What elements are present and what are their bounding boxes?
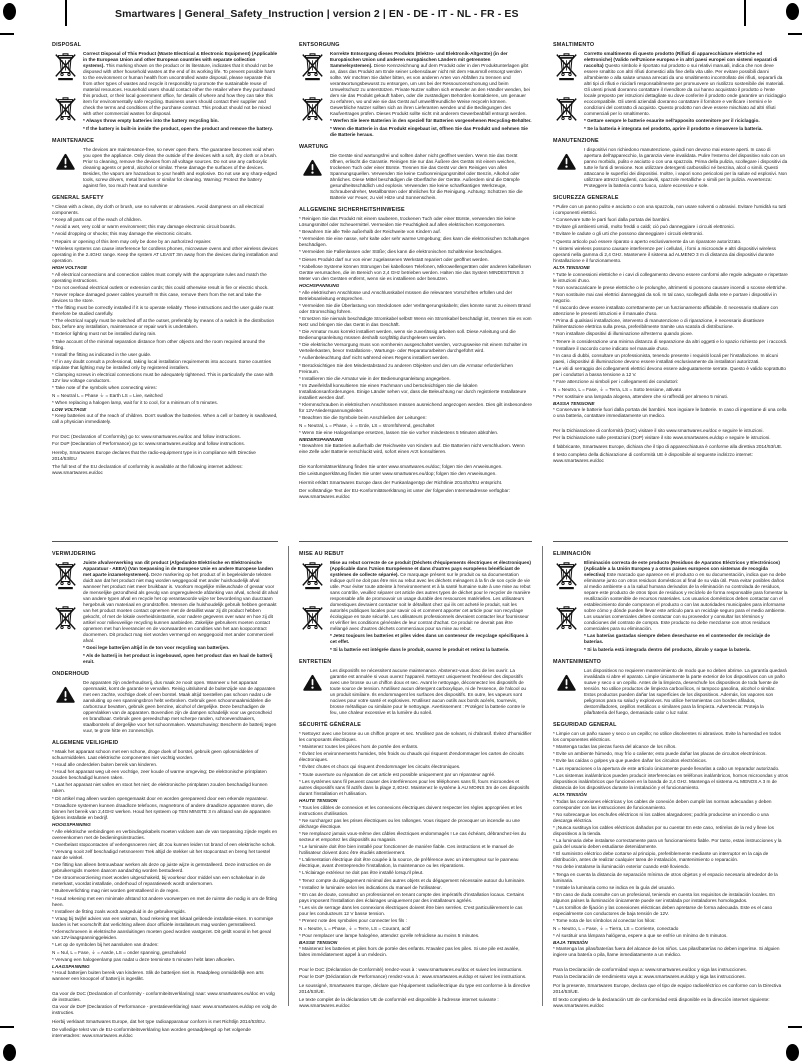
high-voltage-item-nl-12: * Vervang een halogeenlamp pas nadat u deze tenminste 5 minuten hebt laten afkoelen. bbox=[52, 956, 236, 962]
footer-line-fr-1: Pour le DoP (Déclaration de Performance) rendez-vous à : www.smartwares.eu/dop et suivez les instructions. bbox=[299, 974, 527, 980]
disposal-body-it: Questo simbolo è riportato sul prodotto o sui relativi manuali, indica che non deve essere smaltito con altri rifiuti domestici alla fine della vita utile. Per evitare possibili danni all'ambiente o alla salute umana arrecati da uno smaltimento incontrollato dei rifiuti, separarli da altri tipi di rifiuti e riciclarli responsabilmente per promuovere un riutilizzo sostenibile dei materiali. Gli utenti privati dovranno contattare il rivenditore da cui hanno acquistato il prodotto o l'ente locale preposto per istruzioni dettagliate su dove conferire il prodotto onde garantire un riciclaggio ecocompatibile. Gli utenti aziendali dovranno contattare il fornitore e verificare i termini e le condizioni del contratto di acquisto. Questo prodotto non deve essere mischiato ad altri rifiuti commerciali per lo smaltimento. bbox=[584, 62, 786, 116]
high-voltage-item-es-6: * Tenga en cuenta la distancia de separación mínima de otros objetos y el espacio necesario alrededor de la luminaria. bbox=[553, 871, 778, 883]
maintenance-block-it bbox=[553, 147, 788, 191]
disposal-heading-fr: MISE AU REBUT bbox=[299, 551, 344, 557]
high-voltage-item-it-6: * Tenere in considerazione una minima distanza di separazione da altri oggetti e lo spazio richiesto per i raccordi. bbox=[553, 338, 788, 344]
warning-triangle-icon bbox=[303, 674, 322, 692]
high-voltage-item-es-4: * El suministro eléctrico debe cortarse al principio, preferiblemente mediante un interruptor en la caja de distribución, antes de realizar cualquier tarea de instalación, mantenimiento o reparación. bbox=[553, 851, 769, 863]
high-voltage-item-fr-10: * Prenez note des symboles pour connecter les fils : bbox=[299, 918, 407, 924]
disposal-bullet-de-1: * Wenn die Batterie in das Produkt eingebaut ist, öffnen Sie das Produkt und nehmen Sie die Batterie heraus. bbox=[330, 125, 528, 137]
disposal-icons-fr bbox=[299, 560, 325, 655]
disposal-text-de bbox=[330, 51, 532, 140]
safety-item-de-5: * Kabellose Systeme können Störungen bei kabellosen Telefonen, Mikrowellengeräten oder anderen kabellosen Geräte verursachen, die im Bereich von 2,4 GHz betrieben werden. Halten Sie das System MINDESTENS 3 Meter von den Geräten entfernt, wenn sie es installieren oder benutzen. bbox=[299, 263, 531, 281]
maintenance-text-de bbox=[330, 153, 532, 203]
registration-mark-bottom-right bbox=[786, 1044, 799, 1061]
maintenance-block-de bbox=[299, 153, 532, 203]
high-voltage-item-nl-10: * Let op de symbolen bij het aansluiten van draden: bbox=[52, 942, 159, 948]
safety-item-en-2: * Avoid a wet, very cold or warm environment; this may damage electronic circuit boards. bbox=[52, 224, 236, 230]
footer-line-es-1: Para la Declaración de rendimiento vaya a: www.smartwares.eu/dop y siga las instrucciones. bbox=[553, 974, 746, 980]
footer-line-es-2: Por la presente, Smartwares Europe, declara que el tipo de equipo radioeléctrico es conforme con la Directiva 2014/53/UE. bbox=[553, 983, 782, 995]
high-voltage-item-en-5: * Exterior lighting must not be installed during rain. bbox=[52, 331, 157, 337]
high-voltage-item-nl-4: * De stroomvoorziening moet worden uitgeschakeld, bij voorkeur door middel van een schakelaar in de meterkast, voordat installatie, onderhoud of reparatiewerk wordt ondernomen. bbox=[52, 875, 266, 887]
maintenance-paragraph-nl: De apparaten zijn onderhoudsvrij, dus maak ze nooit open. Wanneer u het apparaat openmaakt, komt de garantie te vervallen. Reinig uitsluitend de buitenzijde van de apparaten met een zachte, vochtige doek of een borstel. Maak altijd toestellen pas schoon nadat u de aansluiting op een spanningsbron hebt verbroken. Gebruik geen schoonmaakmiddelen die carbonzuur bevatten, gebruik geen benzine, alcohol of dergelijke. Deze beschadigen de oppervlakken van de apparaten. Bovendien zijn de dampen schadelijk voor uw gezondheid en brandbaar. Gebruik geen gereedschap met scherpe randen, schroevendraaiers, staalborstels of dergelijke voor het schoonmaken. Waarschuwing: Bescherm de batterij tegen vuur, te grote hitte en zonneschijn. bbox=[83, 679, 277, 733]
maintenance-icon-fr bbox=[299, 668, 325, 718]
disposal-bullet-nl-1: * Als de batterij in het product is ingebouwd, open het product dan en haal de batterij eruit. bbox=[83, 652, 273, 664]
high-voltage-item-fr-6: * Tenez compte du dégagement minimal des autres objets et du dégagement nécessaire autour du luminaire. bbox=[299, 877, 526, 883]
disposal-block-de bbox=[299, 51, 532, 140]
disposal-icons-de bbox=[299, 51, 325, 140]
high-voltage-item-nl-11: N = Nul, L = Fase, ⏚ = Aarde, LS = onder spanning, geschakeld bbox=[52, 949, 186, 955]
disposal-bullet-fr-0: * Jetez toujours les batteries et piles vides dans un conteneur de recyclage spécifiques à cet effet. bbox=[330, 633, 529, 645]
high-voltage-item-nl-6: * Houd rekening met een minimale afstand tot andere voorwerpen en met de ruimte die nodig is om de fitting heen. bbox=[52, 895, 278, 907]
high-voltage-item-en-6: * Take account of the minimal separation distance from other objects and the room required around the fitting. bbox=[52, 338, 266, 350]
disposal-bullet-en-0: * Always throw empty batteries into the battery recycling bin. bbox=[83, 118, 219, 124]
maintenance-heading-fr: ENTRETIEN bbox=[299, 659, 332, 666]
high-voltage-item-nl-9: * Klemschroeven in elektrische aansluitingen moeten goed worden vastgezet. Dit geldt vooral in het geval van 12V-laagspanninggeleiden. bbox=[52, 929, 271, 941]
high-voltage-item-fr-0: * Tous les câbles de connexion et les connexions électriques doivent respecter les règles appropriées et les instructions d'utilisation. bbox=[299, 804, 522, 816]
maintenance-block-fr bbox=[299, 668, 532, 718]
language-section-nl bbox=[52, 551, 278, 1040]
warning-triangle-icon bbox=[557, 153, 576, 171]
high-voltage-item-it-9: * Le viti di serraggio dei collegamenti elettrici devono essere adeguatamente serrate. Questo è valido soprattutto per i conduttori a bassa tensione a 12 V. bbox=[553, 366, 786, 378]
maintenance-icon-nl bbox=[52, 680, 78, 736]
disposal-body-fr: Ce marquage présent sur le produit ou sa documentation indique qu'il ne doit pas être mis au rebut avec les déchets ménagers à la fin de son cycle de vie utile. Pour éviter toute atteinte à l'environnement et à la santé humaine suite à une mise au rebut sans contrôle, veuillez séparer cet article des autres types de déchet pour le recycler de manière responsable afin de promouvoir un usage durable des ressources matérielles. Les utilisateurs domestiques devraient contacter soit le détaillant chez qui ils ont acheté le produit, soit les autorités publiques locales pour savoir où et comment apporter cet article pour son recyclage écologique en toute sécurité. Les utilisateurs professionnels devraient contacter leur fournisseur et vérifier les conditions générales de leur contrat d'achat. Ce produit ne devrait pas être mélangé avec d'autres déchets commerciaux pour sa mise au rebut. bbox=[330, 571, 531, 631]
low-voltage-item-de-0: * Bewahren Sie Batterien außerhalb der Reichweite von Kindern auf. Die Batterien nicht verschlucken. Wenn eine Zelle oder Batterie verschluckt wird, sofort einen Arzt konsultieren. bbox=[299, 443, 525, 455]
safety-item-es-0: * Limpie con un paño suave y seco o un cepillo; no utilice disolventes ni abrasivos. Evite la humedad en todos los componentes eléctricos. bbox=[553, 730, 782, 742]
high-voltage-heading-en: HIGH VOLTAGE bbox=[52, 265, 87, 270]
high-voltage-item-it-1: * Non sovraccaricare le prese elettriche o le prolunghe, altrimenti si possono causare incendi o scosse elettriche. bbox=[553, 284, 787, 290]
maintenance-paragraph-es: Los dispositivos no requieren mantenimiento de modo que no deben abrirse. La garantía quedará invalidada si abre el aparato. Limpie únicamente la parte exterior de los dispositivos con un paño suave y seco o un cepillo. Antes de la limpieza, desenchufe los dispositivos de toda fuente de tensión. No utilice productos de limpieza carboxílicos, ni tampoco gasolina, alcohol o similar. Estos productos pueden dañar las superficies de los dispositivos. Además, los vapores son peligrosos para su salud y explosivos. No utilice herramientas con bordes afilados, destornilladores, cepillos metálicos o similares para la limpieza. Advertencia: Proteja la pila/batería del fuego, demasiado calor o luz solar. bbox=[584, 667, 787, 715]
footer-line-en-3: The full text of the EU declaration of conformity is available at the following internet address: www.smartwares.eu/doc bbox=[52, 463, 243, 475]
high-voltage-item-de-12: * Wenn Sie eine Halogenlampe ersetzen, lassen Sie sie vorher mindestens 5 Minuten abkühlen. bbox=[299, 429, 499, 435]
maintenance-block-en bbox=[52, 147, 278, 191]
footer-spacer-de bbox=[299, 457, 532, 461]
high-voltage-item-it-10: * Fare attenzione ai simboli per i collegamenti dei conduttori: bbox=[553, 379, 679, 385]
high-voltage-item-es-11: N = Neutro, L = Fase, ⏚ = Tierra, LS = Corriente, conectado bbox=[553, 925, 679, 931]
disposal-lead-fr: Mise au rebut correcte de ce produit (Déchets d'équipements électriques et électroniques) (Applicable dans l'Union Européenne et dans d'autres pays européens bénéficiant de systèmes de collecte séparée). bbox=[330, 559, 531, 577]
high-voltage-item-it-0: * Tutte le connessioni elettriche e i cavi di collegamento devono essere conformi alle regole adeguate e rispettare le istruzioni d'uso. bbox=[553, 271, 788, 283]
high-voltage-item-de-7: * Installieren Sie die Armatur wie in der Bedienungsanleitung angegeben. bbox=[299, 375, 451, 381]
high-voltage-item-de-8: * Im Zweifelsfall konsultieren Sie einen Fachmann und berücksichtigen Sie die lokalen Installationsanforderungen. Einige Länder sehen vor, dass die Beleuchtung nur durch registrierte Installateure installiert werden darf. bbox=[299, 383, 527, 400]
footer-line-en-1: For DoP (Declaration of Performance) go to: www.smartwares.eu/dop and follow instructions. bbox=[52, 441, 245, 447]
high-voltage-item-es-7: * Instale la luminaria como se indica en la guía del usuario. bbox=[553, 884, 676, 890]
high-voltage-heading-nl: HOOGSPANNING bbox=[52, 822, 91, 827]
high-voltage-item-en-3: * The fitting must be correctly installed if it is to operate reliably. These instructions and the user guide must therefore be studied carefully. bbox=[52, 305, 274, 317]
maintenance-text-fr bbox=[330, 668, 532, 718]
maintenance-icon-it bbox=[553, 147, 579, 191]
safety-heading-es: SEGURIDAD GENERAL bbox=[553, 722, 617, 729]
footer-line-de-0: Die Konformitätserklärung finden Sie unter www.smartwares.eu/doc; folgen Sie den Anweisungen. bbox=[299, 463, 503, 469]
high-voltage-item-de-3: * Die Armatur muss korrekt installiert werden, wenn sie zuverlässig arbeiten soll. Diese Anleitung und die Bedienungsanleitung müssen deshalb sorgfältig durchgelesen werden. bbox=[299, 329, 516, 341]
safety-item-fr-2: * Évitez les environnements humides, très froids ou chauds qui risquent d'endommager les cartes de circuits électroniques. bbox=[299, 751, 524, 763]
high-voltage-item-de-10: * Beachten Sie die Symbole beim Anschließen der Leitungen: bbox=[299, 415, 427, 421]
high-voltage-item-it-2: * Non sostituire mai cavi elettrici danneggiati da soli. In tal caso, scollegarli dalla rete e portare i dispositivi in negozio. bbox=[553, 291, 777, 303]
high-voltage-heading-fr: HAUTE TENSION bbox=[299, 798, 338, 803]
high-voltage-item-fr-9: * Les vis de serrage dans les connexions électriques doivent être bien serrées. C'est particulièrement le cas pour les conducteurs 12 V basse tension. bbox=[299, 905, 523, 917]
footer-line-fr-3: Le texte complet de la déclaration UE de conformité est disponible à l'adresse internet suivante : www.smartwares.eu/doc bbox=[299, 996, 499, 1008]
maintenance-heading-es: MANTENIMIENTO bbox=[553, 659, 602, 666]
crossed-out-wheelie-bin-with-bar-icon bbox=[556, 562, 577, 590]
maintenance-icon-en bbox=[52, 147, 78, 191]
disposal-heading-nl: VERWIJDERING bbox=[52, 551, 96, 557]
low-voltage-heading-it: BASSA TENSIONE bbox=[553, 400, 595, 406]
high-voltage-item-de-4: * Die elektrische Versorgung muss von vornherein ausgeschaltet werden, vorzugsweise mit einem Schalter im Verteilerkasten, bevor Installations-, Wartungs- oder Reparaturarbeiten durchgeführt wird. bbox=[299, 342, 528, 354]
crossed-out-wheelie-bin-icon bbox=[556, 97, 577, 125]
high-voltage-item-es-0: * Todas las conexiones eléctricas y los cables de conexión deben cumplir las normas adecuadas y deben corresponder con las instrucciones de funcionamiento. bbox=[553, 798, 772, 810]
disposal-icons-en bbox=[52, 51, 78, 134]
footer-spacer-fr bbox=[299, 960, 532, 964]
safety-item-es-3: * Evite las caídas o golpes ya que pueden dañar los circuitos electrónicos. bbox=[553, 758, 707, 764]
safety-heading-en: GENERAL SAFETY bbox=[52, 195, 104, 202]
footer-line-it-3: Il testo completo della dichiarazione di conformità UE è disponibile al seguente indirizzo internet: www.smartwares.eu/doc bbox=[553, 451, 753, 463]
high-voltage-item-es-12: * Al sustituir una lámpara halógena, espere a que se enfríe un mínimo de 5 minutos. bbox=[553, 932, 728, 938]
safety-item-fr-0: * Nettoyez avec une brosse ou un chiffon propre et sec. N'utilisez pas de solvant, ni d'abrasif. Évitez d'humidifier les composants électriques. bbox=[299, 730, 532, 742]
high-voltage-item-fr-7: * Installez le luminaire selon les indications du manuel de l'utilisateur. bbox=[299, 884, 442, 890]
crop-tick-right-upper bbox=[788, 33, 802, 35]
safety-item-nl-0: * Maak het apparaat schoon met een schone, droge doek of borstel, gebruik geen oplosmiddelen of schuurmiddelen. Laat elektrische componenten niet vochtig worden. bbox=[52, 748, 259, 760]
safety-heading-de: ALLGEMEINE SICHERHEITSHINWEISE bbox=[299, 207, 405, 214]
high-voltage-item-es-8: * En caso de duda consulte con un profesional, teniendo en cuenta los requisitos de instalación locales. En algunos países la iluminación únicamente puede ser instalada por instaladores homologados. bbox=[553, 892, 776, 903]
high-voltage-item-nl-3: * De fitting kan alleen betrouwbaar werken als deze op juiste wijze is geïnstalleerd. Deze instructies en de gebruikersgids moeten daarom aandachtig worden bestudeerd. bbox=[52, 862, 272, 874]
crop-tick-vertical-left bbox=[65, 0, 67, 26]
high-voltage-item-fr-1: * Ne surchargez pas les prises électriques ou les rallonges. Vous risquez de provoquer un incendie ou une décharge électrique. bbox=[299, 817, 520, 829]
high-voltage-item-es-10: * Tome nota de los símbolos al conectar los hilos: bbox=[553, 918, 656, 924]
footer-line-it-0: Per la Dichiarazione di conformità (DoC) visitare il sito www.smartwares.eu/doc e seguire le istruzioni. bbox=[553, 427, 764, 433]
disposal-body-es: Este marcado que aparece en el producto o en su documentación, indica que no debe eliminarse junto con otros residuos domésticos al final de su vida útil. Para evitar posibles daños al medio ambiente o a la salud humana derivados de la eliminación no controlada de residuos, separe este producto de otros tipos de residuos y recíclelo de forma responsable para fomentar la reutilización sostenible de recursos materiales. Los usuarios domésticos deben contactar con el establecimiento donde compraron el producto o con las autoridades municipales para informarse sobre cómo y dónde pueden llevar este artículo para un reciclaje seguro para el medio ambiente. Los usuarios comerciales deben contactar con su proveedor y consultar los términos y condiciones del contrato de compra. Este producto no debe mezclarse con otros residuos comerciales para su eliminación. bbox=[584, 571, 788, 631]
high-voltage-item-de-1: * Vermeiden Sie die Überlastung von Steckdosen oder Verlängerungskabeln; dies könnte sonst zu einem Brand oder Stromschlag führen. bbox=[299, 302, 531, 314]
disposal-paragraph-en bbox=[83, 51, 278, 117]
high-voltage-item-en-8: * If in any doubt consult a professional, taking local installation requirements into account. Some countries stipulate that lighting may be installed only by registered installers. bbox=[52, 359, 272, 370]
warning-triangle-icon bbox=[303, 159, 322, 177]
low-voltage-item-es-0: * Mantenga las pilas/baterías fuera del alcance de los niños. Las pilas/baterías no deben ingerirse. Si alguien ingiere una batería o pila, llame inmediatamente a un médico. bbox=[553, 946, 780, 958]
low-voltage-item-nl-0: * Houd batterijen buiten bereik van kinderen. Slik de batterijen niet in. Raadpleeg onmiddellijk een arts wanneer een knoopcel of batterij is ingeslikt. bbox=[52, 970, 264, 982]
high-voltage-item-it-4: * Prima di qualsiasi installazione, intervento di manutenzione o di riparazione, è necessario disattivare l'alimentazione elettrica sulla presa, preferibilmente tramite una scatola di distribuzione. bbox=[553, 318, 765, 330]
safety-item-fr-4: * Toute ouverture ou réparation de cet article est possible uniquement par un réparateur agréé. bbox=[299, 771, 496, 777]
disposal-lead-nl: Juiste afvalverwerking van dit product (Afgedankte Elektrische en Elektronische Apparatuur - AEEA) (Van toepassing in de Europese Unie en andere Europese landen met aparte inzamelsystemen). bbox=[83, 559, 273, 577]
high-voltage-item-de-0: * Alle elektrischen Anschlüsse und Anschlusskabel müssen die relevanten Vorschriften erfüllen und der Betriebsanleitung entsprechen. bbox=[299, 289, 513, 301]
low-voltage-item-it-0: * Conservare le batterie fuori dalla portata dei bambini. Non ingoiare le batterie. In caso di ingestione di una cella o una batteria, contattare immediatamente un medico. bbox=[553, 407, 787, 419]
safety-item-nl-3: * Laat het apparaat niet vallen en stoot het niet; de elektronische printplaten zouden beschadigd kunnen raken. bbox=[52, 782, 268, 794]
safety-item-en-0: * Clean with a clean, dry cloth or brush, use no solvents or abrasives. Avoid dampness on all electrical components. bbox=[52, 203, 264, 215]
disposal-lead-en: Correct Disposal of This Product (Waste Electrical & Electronic Equipment) (Applicable in the European Union and other European countries with separate collection systems). bbox=[83, 50, 278, 68]
crossed-out-wheelie-bin-icon bbox=[55, 606, 76, 634]
crossed-out-wheelie-bin-with-bar-icon bbox=[556, 53, 577, 81]
low-voltage-heading-en: LOW VOLTAGE bbox=[52, 406, 87, 412]
footer-line-es-3: El texto completo de la declaración UE de conformidad está disponible en la dirección internet siguiente: www.smartwares.eu/doc bbox=[553, 996, 770, 1008]
document-title: Smartwares | General_Safety_Instruction | version 2 | EN - DE - IT - NL - FR - ES bbox=[115, 8, 519, 20]
crossed-out-wheelie-bin-icon bbox=[55, 97, 76, 125]
low-voltage-heading-nl: LAAGSPANNING bbox=[52, 963, 90, 969]
disposal-block-it bbox=[553, 51, 788, 134]
maintenance-text-es bbox=[584, 668, 788, 718]
disposal-bullet-de-0: * Werfen Sie leere Batterien in den speziell für Batterien vorgesehenen Recycling-Behälter. bbox=[330, 118, 532, 124]
registration-mark-top-left bbox=[3, 3, 16, 20]
safety-item-es-4: * Las reparaciones o la apertura de este artículo únicamente puede llevarlas a cabo un reparador autorizado. bbox=[553, 765, 780, 771]
safety-item-nl-4: * Dit artikel mag alleen worden opengemaakt door en worden gerepareerd door een erkende reparateur. bbox=[52, 795, 269, 801]
safety-heading-fr: SÉCURITÉ GÉNÉRALE bbox=[299, 722, 362, 729]
registration-mark-top-right bbox=[786, 3, 799, 20]
disposal-block-en bbox=[52, 51, 278, 134]
footer-line-de-1: Die Leistungserklärung finden Sie unter www.smartwares.eu/dop; folgen Sie den Anweisungen. bbox=[299, 471, 497, 477]
high-voltage-item-it-7: * Installare il raccordo come indicato nel manuale d'uso. bbox=[553, 345, 669, 351]
footer-line-nl-3: De volledige tekst van de EU-conformiteitsverklaring kan worden geraadpleegd op het volgende internetadres: www.smartwares.eu/doc bbox=[52, 1026, 251, 1038]
footer-spacer-nl bbox=[52, 984, 278, 988]
disposal-paragraph-es bbox=[584, 560, 788, 632]
safety-item-de-3: * Vermeiden Sie Fallenlassen oder Stöße; dies kann die elektronischen Schaltkreise beschädigen. bbox=[299, 249, 503, 255]
maintenance-icon-de bbox=[299, 153, 325, 203]
crop-tick-right-lower bbox=[788, 1026, 802, 1028]
warning-triangle-icon bbox=[56, 686, 75, 704]
high-voltage-item-en-2: * Never replace damaged power cables yourself! In this case, remove them from the net and take the devices to the store. bbox=[52, 291, 262, 303]
safety-heading-it: SICUREZZA GENERALE bbox=[553, 195, 619, 202]
high-voltage-item-nl-5: * Buitenverlichting mag niet worden geïnstalleerd in de regen. bbox=[52, 888, 180, 894]
disposal-body-en: This marking shown on the product or its literature, indicates that it should not be disposed with other household wastes at the end of its working life. To prevent possible harm to the environment or human health from uncontrolled waste disposal, please separate this from other types of wastes and recycle it responsibly to promote the sustainable reuse of material resources. Household users should contact either the retailer where they purchased this product, or their local government office, for details of where and how they can take this item for environmentally safe recycling. Business users should contact their supplier and check the terms and conditions of the purchase contract. This product should not be mixed with other commercial wastes for disposal. bbox=[83, 62, 276, 116]
crossed-out-wheelie-bin-icon bbox=[556, 606, 577, 634]
high-voltage-heading-de: HOCHSPANNUNG bbox=[299, 283, 340, 288]
safety-item-it-1: * Conservare tutte le parti fuori dalla portata dei bambini. bbox=[553, 217, 671, 223]
crop-tick-left-upper bbox=[0, 33, 14, 35]
high-voltage-item-fr-2: * Ne remplacez jamais vous-même des câbles électriques endommagés ! Le cas échéant, débranchez-les du secteur et emportez les dispositifs au magasin. bbox=[299, 830, 526, 842]
disposal-text-en bbox=[83, 51, 278, 134]
maintenance-paragraph-en: The devices are maintenance-free, so never open them. The guarantee becomes void when you open the appliance. Only clean the outside of the devices with a soft, dry cloth or a brush. Prior to cleaning, remove the devices from all voltage sources. Do not use any carboxylic cleaning agents or petrol, alcohol or similar. These damage the surfaces of the devices. Besides, the vapors are hazardous to your health and explosive. Do not use any sharp-edged tools, screw drivers, metal brushes or similar for cleaning. Warning: Protect the battery against fire, too much heat and sunshine bbox=[83, 146, 278, 188]
footer-line-en-2: Hereby, Smartwares Europe declares that the radio-equipment type is in compliance with Directive 2014/53/EU bbox=[52, 450, 256, 462]
high-voltage-item-en-0: * All electrical connections and connection cables must comply with the appropriate rules and match the operating instructions. bbox=[52, 271, 267, 283]
high-voltage-item-nl-2: * Vervang nooit zelf beschadigd netsnoeren! Trek altijd de stekker uit het stopcontact en breng het toestel naar de winkel. bbox=[52, 848, 271, 860]
high-voltage-item-es-9: * Los tornillos de fijación y las conexiones eléctricas deben apretarse de forma adecuada. Este es el caso especialmente con conductores de baja tensión de 12V. bbox=[553, 905, 773, 917]
safety-item-it-2: * Evitare gli ambienti umidi, molto freddi o caldi; ciò può danneggiare i circuiti elettronici. bbox=[553, 224, 735, 230]
disposal-text-it bbox=[584, 51, 788, 134]
safety-item-fr-3: * Évitez chutes et chocs qui risquent d'endommager les circuits électroniques. bbox=[299, 764, 461, 770]
language-section-it bbox=[553, 42, 788, 545]
safety-item-it-4: * Questo articolo può essere riparato o aperto esclusivamente da un riparatore autorizzato. bbox=[553, 238, 742, 244]
high-voltage-item-en-10: * Take note of the symbols when connecting wires: bbox=[52, 385, 157, 391]
safety-item-es-1: * Mantenga todas las piezas fuera del alcance de los niños. bbox=[553, 744, 677, 750]
warning-triangle-icon bbox=[557, 674, 576, 692]
disposal-bullet-nl-0: * Gooi lege batterijen altijd in de ton voor recycling van batterijen. bbox=[83, 645, 230, 651]
disposal-text-es bbox=[584, 560, 788, 655]
footer-spacer-it bbox=[553, 421, 788, 425]
high-voltage-item-fr-3: * Le luminaire doit être bien installé pour fonctionner de manière fiable. Ces instructions et le manuel de l'utilisateur doivent donc être étudiés attentivement. bbox=[299, 844, 514, 856]
low-voltage-item-en-0: * Keep batteries out of the reach of children. Don't swallow the batteries. When a cell or battery is swallowed, call a physician immediately. bbox=[52, 413, 278, 425]
footer-spacer-es bbox=[553, 960, 788, 964]
disposal-block-fr bbox=[299, 560, 532, 655]
disposal-bullet-it-1: * Se la batteria è integrata nel prodotto, aprire il prodotto e rimuovere la batteria. bbox=[584, 125, 763, 131]
high-voltage-item-nl-0: * Alle elektrische verbindingen en verbindingskabels moeten voldoen aan de van toepassing zijnde regels en overeenkomen met de bedieningsinstructies. bbox=[52, 828, 278, 840]
footer-line-es-0: Para la Declaración de conformidad vaya a: www.smartwares.eu/doc y siga las instrucciones. bbox=[553, 966, 747, 972]
safety-item-fr-5: * Les systèmes sans fil peuvent causer des interférences pour les téléphones sans fil, fours microondes et autres dispositifs sans fil actifs dans la plage 2,4GHz. Maintenez le système à AU MOINS 3m de ces dispositifs durant l'installation et l'utilisation. bbox=[299, 778, 530, 796]
low-voltage-heading-de: NIEDERSPANNUNG bbox=[299, 436, 344, 442]
maintenance-heading-it: MANUTENZIONE bbox=[553, 138, 599, 145]
disposal-body-de: Diese Kennzeichnung auf dem Produkt oder in den Produktunterlagen gibt an, dass das Produkt am Ende seiner Lebensdauer nicht mit dem Hausmüll entsorgt werden sollte. Wir möchten Sie daher bitten, es von anderen Arten von Abfällen zu trennen und verantwortungsbewusst zu entsorgen, um uns bei der Ressourcenschonung und beim Umweltschutz zu unterstützen. Private Nutzer sollten sich entweder an den Händler wenden, bei dem sie das Produkt gekauft haben, oder die zuständigen Behörden kontaktieren, um genauer zu erfahren, wo und wie sie das Gerät auf umweltfreundliche Weise recyceln können. Gewerbliche Nutzer sollten sich an ihren Lieferanten wenden und die Bedingungen des Kaufvertrages prüfen. Dieses Produkt sollte nicht mit anderem Gewerbeabfall entsorgt werden. bbox=[330, 62, 530, 116]
safety-item-nl-5: * Draadloze systemen kunnen draadloze telefoons, magnetrons of andere draadloze apparaten storen, die binnen het bereik van 2,4GHz werken. Houd het systeem op TEN MINSTE 3 m afstand van de apparaten tijdens installatie en bedrijf. bbox=[52, 802, 273, 820]
language-section-en bbox=[52, 42, 278, 545]
safety-item-de-2: * Vermeiden Sie eine nasse, sehr kalte oder sehr warme Umgebung; dies kann die elektronischen Schaltungen beschädigen. bbox=[299, 236, 530, 248]
footer-line-nl-2: Hierbij verklaart Smartwares Europe, dat het type radioapparatuur conform is met Richtlijn 2014/53/EU. bbox=[52, 1019, 266, 1025]
disposal-bullet-fr-1: * Si la batterie est intégrée dans le produit, ouvrez le produit et retirez la batterie. bbox=[330, 646, 510, 652]
high-voltage-item-it-3: * Il raccordo deve essere installato correttamente per un funzionamento affidabile. È necessario studiare con attenzione le presenti istruzioni e il manuale d'uso. bbox=[553, 305, 779, 317]
disposal-paragraph-de bbox=[330, 51, 532, 117]
high-voltage-item-en-1: * Do not overload electrical outlets or extension cords; this could otherwise result in fire or electric shock. bbox=[52, 284, 269, 290]
maintenance-heading-de: WARTUNG bbox=[299, 144, 329, 151]
language-section-es bbox=[553, 551, 788, 1040]
safety-item-en-3: * Avoid dropping or shocks; this may damage the electronic circuits. bbox=[52, 231, 193, 237]
disposal-icons-es bbox=[553, 560, 579, 655]
high-voltage-item-en-4: * The electrical supply must be switched off at the outset, preferably by means of a switch in the distribution box, before any installation, maintenance or repair work is undertaken. bbox=[52, 318, 275, 330]
disposal-bullet-es-0: * Las baterías gastadas siempre deben desecharse en el contenedor de reciclaje de baterías. bbox=[584, 633, 771, 645]
disposal-bullet-es-1: * Si la batería está integrada dentro del producto, ábralo y saque la batería. bbox=[584, 646, 751, 652]
high-voltage-item-de-5: * Außenbeleuchtung darf nicht während eines Regens installiert werden. bbox=[299, 355, 449, 361]
disposal-heading-de: ENTSORGUNG bbox=[299, 42, 340, 48]
high-voltage-item-fr-4: * L'alimentation électrique doit être coupée à la source, de préférence avec un interrupteur sur le panneau électrique, avant d'entreprendre l'installation, la maintenance ou les réparations. bbox=[299, 857, 519, 869]
footer-line-nl-0: Ga voor de DoC (Declaration of Conformity - conformiteitsverklaring) naar: www.smartwares.eu/doc en volg de instructies. bbox=[52, 990, 275, 1002]
safety-item-de-1: * Bewahren Sie alle Teile außerhalb der Reichweite von Kindern auf. bbox=[299, 229, 441, 235]
safety-item-en-5: * Wireless systems can cause interference for cordless phones, microwave ovens and other wireless devices operating in the 2.4GHz range. Keep the system AT LEAST 3m away from the devices during installation and operation. bbox=[52, 245, 278, 263]
disposal-heading-en: DISPOSAL bbox=[52, 42, 82, 48]
high-voltage-item-es-1: * No sobrecargue los enchufes eléctricos ni los cables alargadores; podría producirse un incendio o una descarga eléctrica. bbox=[553, 811, 769, 823]
maintenance-paragraph-it: I dispositivi non richiedono manutenzione, quindi non devono mai essere aperti. In caso di apertura dell'apparecchio, la garanzia viene invalidata. Pulire l'esterno del dispositivo solo con un panno morbido, pulito e asciutto o con una spazzola. Prima della pulizia, scollegare i dispositivi da tutte le fonti di tensione. Non utilizzare detergenti carbossilici né benzina, alcol o simili. Questi attaccano le superfici dei dispositivi. Inoltre, i vapori sono pericolosi per la salute ed esplosivi. Non utilizzare attrezzi taglienti, cacciaviti, spazzole metalliche o simili per la pulizia. Avvertenza: Proteggere la batteria contro fuoco, calore eccessivo e sole. bbox=[584, 146, 788, 188]
safety-item-it-5: * I sistemi wireless possono causare interferenze per i cellulari, i forni a microonde e altri dispositivi wireless operanti nella gamma di 2,4 GHz. Mantenere il sistema ad ALMENO 3 m di distanza dai dispositivi durante l'installazione e il funzionamento. bbox=[553, 245, 777, 263]
disposal-block-es bbox=[553, 560, 788, 655]
high-voltage-item-nl-8: * Vraag bij twijfel advies van een vakman, houd rekening met lokaal geldende installatie-eisen. In sommige landen is het voorschrift dat verlichting alleen door officiële installateurs mag worden geïnstalleerd. bbox=[52, 916, 274, 927]
maintenance-text-it bbox=[584, 147, 788, 191]
disposal-lead-it: Corretto smaltimento di questo prodotto (Rifiuti di apparecchiature elettriche ed elettroniche) (Valido nell'Unione europea e in altri paesi europei con sistemi separati di raccolta) bbox=[584, 50, 778, 68]
crop-tick-vertical-right bbox=[744, 0, 746, 26]
high-voltage-item-es-5: * No debe instalarse la iluminación exterior cuando esté lloviendo. bbox=[553, 864, 690, 870]
disposal-lead-de: Korrekte Entsorgung dieses Produkts (Elektro- und Elektronik-Altgeräte) (in der Europäischen Union und anderen europäischen Ländern mit getrennten Sammelsystemen). bbox=[330, 50, 508, 68]
disposal-block-nl bbox=[52, 560, 278, 667]
disposal-body-nl: Deze markering op het product of in begeleidende teksten duidt aan dat het product niet mag worden weggegooid met ander huishoudelijk afval wanneer het product niet meer bruikbaar is. Voorkom mogelijke milieuschade of gevaar voor de menselijke gezondheid als gevolg van ongereguleerde afdanking van afval, scheid dit afval van andere typen afval en recycle het op verantwoorde wijze ter bevordering van duurzaam hergebruik van materiaal en grondstoffen. Mensen die huishoudelijk gebruik hebben gemaakt van het product moeten contact opnemen met de detaillist waar zij dit product hebben gekocht, of met de lokale overheidsinstantie, voor nadere gegevens over waar en hoe zij dit artikel voor milieuveilige recycling kunnen aanbieden. Zakelijke gebruikers moeten contact opnemen met hun leverancier en de voorwaarden en condities van het aan koopcontract doornemen. Dit product mag niet worden vermengd en weggegooid met ander commercieel afval. bbox=[83, 571, 278, 643]
disposal-icons-nl bbox=[52, 560, 78, 667]
footer-line-en-0: For DoC (Declaration of Conformity) go to: www.smartwares.eu/doc and follow instructions. bbox=[52, 433, 241, 439]
language-section-de bbox=[299, 42, 532, 545]
high-voltage-item-fr-11: N = Neutre, L = Phase, ⏚ = Terre, LS = Courant, actif bbox=[299, 925, 411, 931]
high-voltage-item-it-8: * In caso di dubbi, consultare un professionista, tenendo presente i requisiti locali per l'installazione. In alcuni paesi, i dispositivi di illuminazione devono essere installati esclusivamente da installatori autorizzati. bbox=[553, 353, 778, 364]
maintenance-paragraph-de: Die Geräte sind wartungsfrei und sollten daher nicht geöffnet werden. Wenn Sie das Gerät öffnen, erlischt die Garantie. Reinigen Sie nur das Äußere des Geräts mit einem weichen, trockenen Tuch oder einer Bürste. Trennen Sie das Gerät vor dem Reinigen von allen Spannungsquellen. Verwenden Sie keine Carbonreinigungsmittel oder Benzin, Alkohol oder ähnliches. Diese Mittel beschädigen die Oberfläche der Geräte. Außerdem sind die Dämpfe gesundheitsschädlich und explosiv. Verwenden Sie keine scharfkantigen Werkzeuge, Schraubendreher, Metallbürsten oder ähnliches für die Reinigung. Achtung: Schützen Sie die Batterie vor Feuer, zu viel Hitze und Sonnenschein. bbox=[330, 152, 523, 200]
high-voltage-item-it-12: * Per sostituire una lampada alogena, attendere che si raffreddi per almeno 5 minuti. bbox=[553, 393, 729, 399]
high-voltage-item-es-2: * ¡Nunca sustituya los cables eléctricos dañados por su cuenta! En este caso, retírelos de la red y lleve los dispositivos a la tienda. bbox=[553, 824, 774, 836]
disposal-bullet-en-1: * If the battery is built-in inside the product, open the product and remove the battery. bbox=[83, 125, 274, 131]
disposal-text-fr bbox=[330, 560, 532, 655]
high-voltage-item-es-3: * La luminaria debe instalarse correctamente para un funcionamiento fiable. Por tanto, estas instrucciones y la guía del usuario deben estudiarse detenidamente. bbox=[553, 838, 782, 850]
high-voltage-item-fr-12: * Pour remplacer une lampe halogène, attendez qu'elle refroidisse au moins 5 minutes. bbox=[299, 932, 480, 938]
safety-item-it-0: * Pulire con un panno pulito e asciutto o con una spazzola, non usare solventi o abrasivi. Evitare l'umidità su tutti i componenti elettrici. bbox=[553, 203, 787, 215]
high-voltage-item-fr-8: * En cas de doute, consultez un professionnel en tenant compte des impératifs d'installation locaux. Certains pays imposent l'installation des éclairages uniquement par des installateurs agréés. bbox=[299, 892, 524, 903]
high-voltage-heading-es: ALTA TENSIÓN bbox=[553, 792, 587, 797]
high-voltage-item-en-9: * Clamping screws in electrical connections must be adequately tightened. This is particularly the case with 12V low voltage conductors. bbox=[52, 372, 274, 384]
high-voltage-item-en-11: N = Neutral L = Phase ⏚ = Earth LS = Live, switched bbox=[52, 392, 163, 398]
high-voltage-item-en-7: * Install the fitting as indicated in the user guide. bbox=[52, 351, 152, 357]
safety-heading-nl: ALGEMENE VEILIGHEID bbox=[52, 740, 119, 747]
safety-item-de-4: * Dieses Produkt darf nur von einer zugelassenen Werkstatt repariert oder geöffnet werden. bbox=[299, 256, 489, 262]
safety-item-es-2: * Evite un ambiente húmedo, muy frío o caliente; esto puede dañar las placas de circuitos electrónicos. bbox=[553, 751, 767, 757]
language-sections-grid bbox=[52, 42, 788, 1040]
high-voltage-item-de-2: * Ersetzen Sie niemals beschädigte Stromkabel selbst! Wenn ein Stromkabel beschädigt ist, trennen Sie es vom Netz und bringen Sie das Gerät in das Geschäft. bbox=[299, 315, 532, 327]
maintenance-block-es bbox=[553, 668, 788, 718]
safety-item-it-3: * Evitare le cadute o gli urti che possono danneggiare i circuiti elettronici. bbox=[553, 231, 704, 237]
footer-spacer-en bbox=[52, 427, 278, 431]
high-voltage-heading-it: ALTA TENSIONE bbox=[553, 265, 590, 270]
high-voltage-item-it-5: * Non installare dispositivi di illuminazione all'esterno quando piove. bbox=[553, 331, 694, 337]
maintenance-heading-en: MAINTENANCE bbox=[52, 138, 95, 145]
crossed-out-wheelie-bin-icon bbox=[302, 97, 323, 125]
language-section-fr bbox=[299, 551, 532, 1040]
high-voltage-item-de-11: N = Neutral, L = Phase, ⏚ = Erde, LS = stromführend, geschaltet bbox=[299, 422, 435, 428]
crossed-out-wheelie-bin-with-bar-icon bbox=[302, 53, 323, 81]
low-voltage-heading-es: BAJA TENSIÓN bbox=[553, 939, 588, 945]
crossed-out-wheelie-bin-with-bar-icon bbox=[55, 562, 76, 590]
disposal-paragraph-it bbox=[584, 51, 788, 117]
footer-line-de-3: Der vollständige Text der EU-Konformitätserklärung ist unter der folgenden Internetadresse verfügbar: www.smartwares.eu/doc bbox=[299, 487, 510, 499]
safety-item-nl-2: * Houd het apparaat weg uit een vochtige, zeer koude of warme omgeving; De elektronische printplaten zouden beschadigd kunnen raken. bbox=[52, 769, 267, 781]
footer-line-fr-2: Le soussigné, Smartwares Europe, déclare que l'équipement radioélectrique du type est conforme à la directive 2014/53/UE. bbox=[299, 983, 531, 995]
maintenance-icon-es bbox=[553, 668, 579, 718]
footer-line-it-1: Per la Dichiarazione sulle prestazioni (DoP) visitare il sito www.smartwares.eu/dop e seguire le istruzioni. bbox=[553, 435, 771, 441]
high-voltage-item-nl-1: * Overbelast stopcontacten of verlengsnoeren niet; dit zou kunnen leiden tot brand of een elektrische schok. bbox=[52, 841, 276, 847]
footer-line-fr-0: Pour le DoC (Déclaration de Conformité) rendez-vous à : www.smartwares.eu/doc et suivez les instructions. bbox=[299, 966, 523, 972]
crossed-out-wheelie-bin-with-bar-icon bbox=[55, 53, 76, 81]
safety-item-fr-1: * Maintenez toutes les pièces hors de portée des enfants. bbox=[299, 744, 419, 750]
high-voltage-item-it-11: N = Neutro, L = Fase, ⏚ = Terra, LS = Sotto tensione, attivato bbox=[553, 386, 682, 392]
low-voltage-item-fr-0: * Maintenez les batteries et piles hors de portée des enfants. N'avalez pas les piles. Si une pile est avalée, faites immédiatement appel à un médecin. bbox=[299, 946, 520, 958]
safety-item-en-4: * Repairs or opening of this item may only be done by an authorized repairer. bbox=[52, 238, 212, 244]
disposal-paragraph-fr bbox=[330, 560, 532, 632]
maintenance-heading-nl: ONDERHOUD bbox=[52, 671, 90, 678]
crop-tick-left-lower bbox=[0, 1026, 14, 1028]
warning-triangle-icon bbox=[56, 153, 75, 171]
high-voltage-item-fr-5: * L'éclairage extérieur ne doit pas être installé lorsqu'il pleut. bbox=[299, 870, 424, 876]
high-voltage-item-de-6: * Berücksichtigen Sie den Mindestabstand zu anderen Objekten und den um die Armatur erforderlichen Freiraum. bbox=[299, 362, 513, 374]
high-voltage-item-de-9: * Klemmschrauben in elektrischen Anschlüssen müssen ausreichend angezogen werden. Dies gilt insbesondere für 12V-Niederspannungsleiter. bbox=[299, 402, 532, 414]
maintenance-text-en bbox=[83, 147, 278, 191]
disposal-paragraph-nl bbox=[83, 560, 278, 644]
disposal-icons-it bbox=[553, 51, 579, 134]
registration-mark-bottom-left bbox=[3, 1044, 16, 1061]
footer-line-nl-1: Ga voor de DoP (Declaration of Performance - prestatieverklaring) naar: www.smartwares.eu/dop en volg de instructies. bbox=[52, 1004, 277, 1016]
high-voltage-item-nl-7: * Installeer de fitting zoals wordt aangeduid in de gebruikersgids. bbox=[52, 908, 186, 914]
crossed-out-wheelie-bin-icon bbox=[302, 606, 323, 634]
disposal-heading-it: SMALTIMENTO bbox=[553, 42, 595, 48]
safety-item-es-5: * Los sistemas inalámbricos pueden producir interferencias en teléfonos inalámbricos, hornos microondas y otros dispositivos inalámbricos que funcionen en la banda de 2,4 GHz. Mantenga el sistema AL MENOS A 3 m de distancia de los dispositivos durante la instalación y el funcionamiento. bbox=[553, 772, 789, 790]
disposal-text-nl bbox=[83, 560, 278, 667]
disposal-bullet-it-0: * Gettare sempre le batterie esaurite nell'apposito contenitore per il riciclaggio. bbox=[584, 118, 760, 124]
disposal-heading-es: ELIMINACIÓN bbox=[553, 551, 591, 557]
high-voltage-item-en-12: * When replacing a halogen lamp, wait for it to cool, for a minimum of 5 minutes. bbox=[52, 399, 218, 405]
safety-item-de-0: * Reinigen Sie das Produkt mit einem sauberen, trockenen Tuch oder einer Bürste, verwenden Sie keine Lösungsmittel oder Scheuermittel. Vermeiden Sie Feuchtigkeit auf allen elektrischen Komponenten. bbox=[299, 215, 516, 227]
maintenance-paragraph-fr: Les dispositifs ne nécessitent aucune maintenance. Abstenez-vous donc de les ouvrir. La garantie est annulée si vous ouvrez l'appareil. Nettoyez uniquement l'extérieur des dispositifs avec une brosse ou un chiffon doux et sec. Avant le nettoyage, déconnectez les dispositifs de toute source de tension. N'utilisez aucun détergent carboxylique, ni de l'essence, de l'alcool ou un produit similaire. Ils endommagent les surfaces des dispositifs. En outre, les vapeurs sont nocives pour votre santé et explosives. N'utilisez aucun outils aux bords acérés, tournevis, brosse métallique ou similaire pour le nettoyage. Avertissement : Protégez la batterie contre le feu, une chaleur excessive et la lumière du soleil. bbox=[330, 667, 527, 715]
crossed-out-wheelie-bin-with-bar-icon bbox=[302, 562, 323, 590]
footer-line-de-2: Hiermit erklärt Smartwares Europe dass der Funkanlagentyp der Richtlinie 2014/53/EU entspricht. bbox=[299, 480, 503, 486]
low-voltage-heading-fr: BASSE TENSION bbox=[299, 939, 338, 945]
safety-item-nl-1: * Houd alle onderdelen buiten bereik van kinderen. bbox=[52, 762, 158, 768]
disposal-lead-es: Eliminación correcta de este producto (Residuos de Aparatos Eléctricos y Electrónicos) (Aplicable a la Unión Europea y a otros países europeos con sistemas de recogida selectiva) bbox=[584, 559, 780, 577]
maintenance-text-nl bbox=[83, 680, 278, 736]
footer-line-it-2: Il fabbricante, Smartwares Europe, dichiara che il tipo di apparecchiatura è conforme alla direttiva 2014/53/UE. bbox=[553, 444, 783, 450]
maintenance-block-nl bbox=[52, 680, 278, 736]
safety-item-en-1: * Keep all parts out of the reach of children. bbox=[52, 217, 142, 223]
